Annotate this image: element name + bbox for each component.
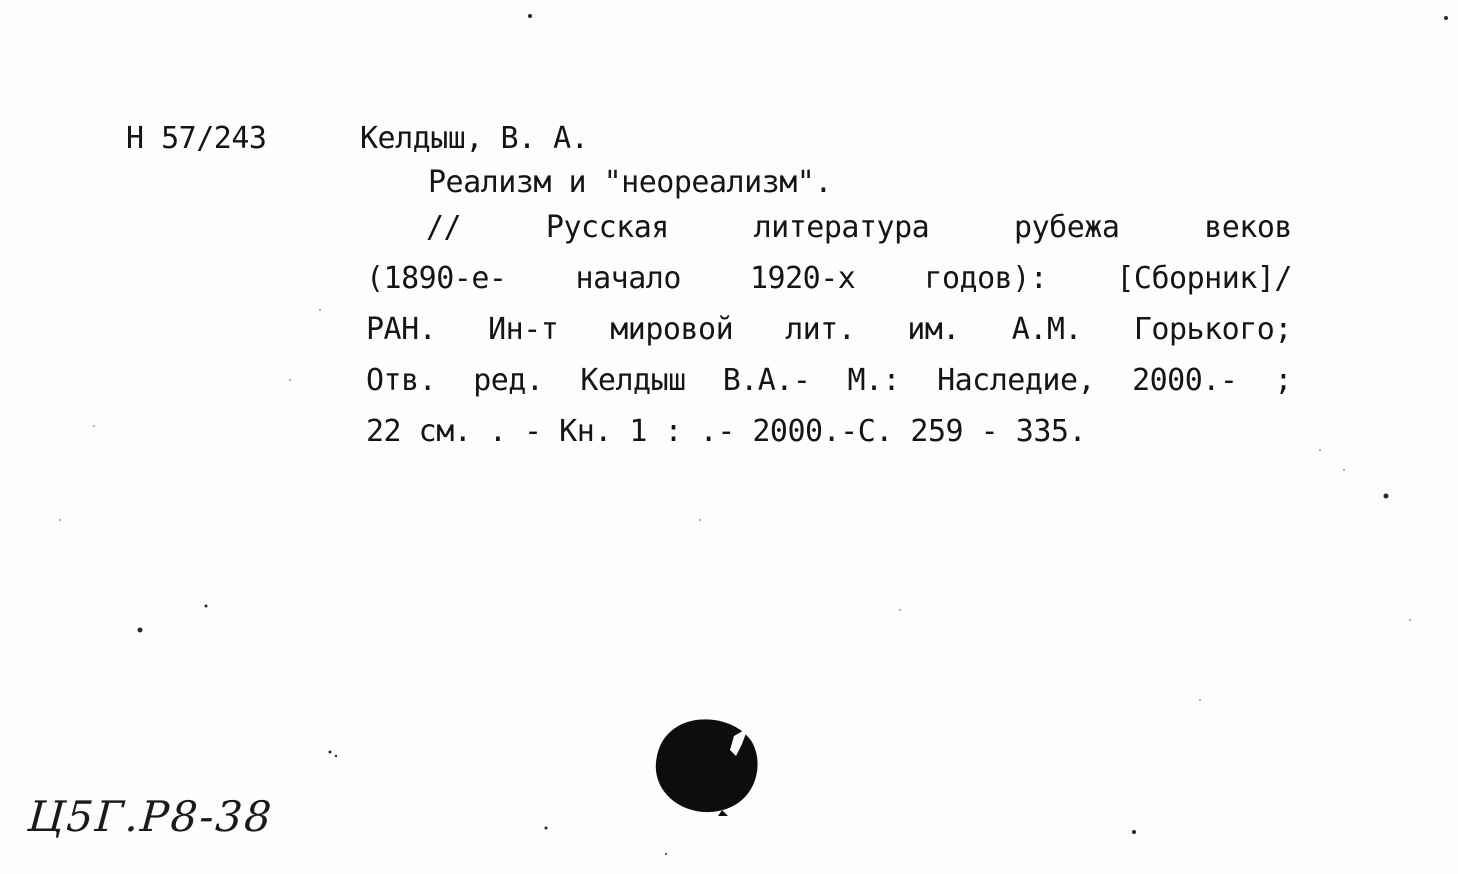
word: А.М.: [1011, 312, 1082, 347]
word: Горького;: [1133, 312, 1292, 347]
description-line-1: [366, 202, 1292, 253]
word: [Сборник]/: [1116, 261, 1292, 296]
description-line-2: [366, 253, 1292, 304]
word: 1920-х: [749, 261, 856, 296]
word: Русская: [545, 210, 669, 245]
word: //: [426, 210, 462, 245]
word: им.: [907, 312, 960, 347]
ink-blot: [652, 716, 760, 816]
work-title: Реализм и "неореализм".: [428, 165, 832, 200]
physical-description: 22 см. . - Кн. 1 : .- 2000.-С. 259 - 335.: [366, 414, 1087, 449]
word: Келдыш: [580, 363, 686, 398]
word: начало: [575, 261, 681, 296]
word: ред.: [473, 363, 544, 398]
word: В.А.-: [722, 363, 811, 398]
word: литература: [753, 210, 930, 245]
word: (1890-е-: [366, 261, 507, 296]
description-line-5: [366, 406, 1292, 457]
word: веков: [1204, 210, 1292, 245]
word: Ин-т: [488, 312, 559, 347]
author-name: Келдыш, В. А.: [360, 121, 589, 156]
word: годов):: [924, 261, 1048, 296]
word: РАН.: [366, 312, 437, 347]
word: лит.: [785, 312, 856, 347]
classification-code: Ц5Г.Р8-38: [26, 792, 275, 841]
word: М.:: [847, 363, 901, 398]
word: 2000.-: [1132, 363, 1238, 398]
word: Отв.: [366, 363, 437, 398]
word: Наследие,: [937, 363, 1096, 398]
call-number: Н 57/243: [126, 121, 267, 156]
word: мировой: [610, 312, 734, 347]
bibliographic-description: [366, 202, 1292, 457]
description-line-4: [366, 355, 1292, 406]
description-line-3: [366, 304, 1292, 355]
word: ;: [1274, 363, 1292, 398]
word: рубежа: [1014, 210, 1120, 245]
